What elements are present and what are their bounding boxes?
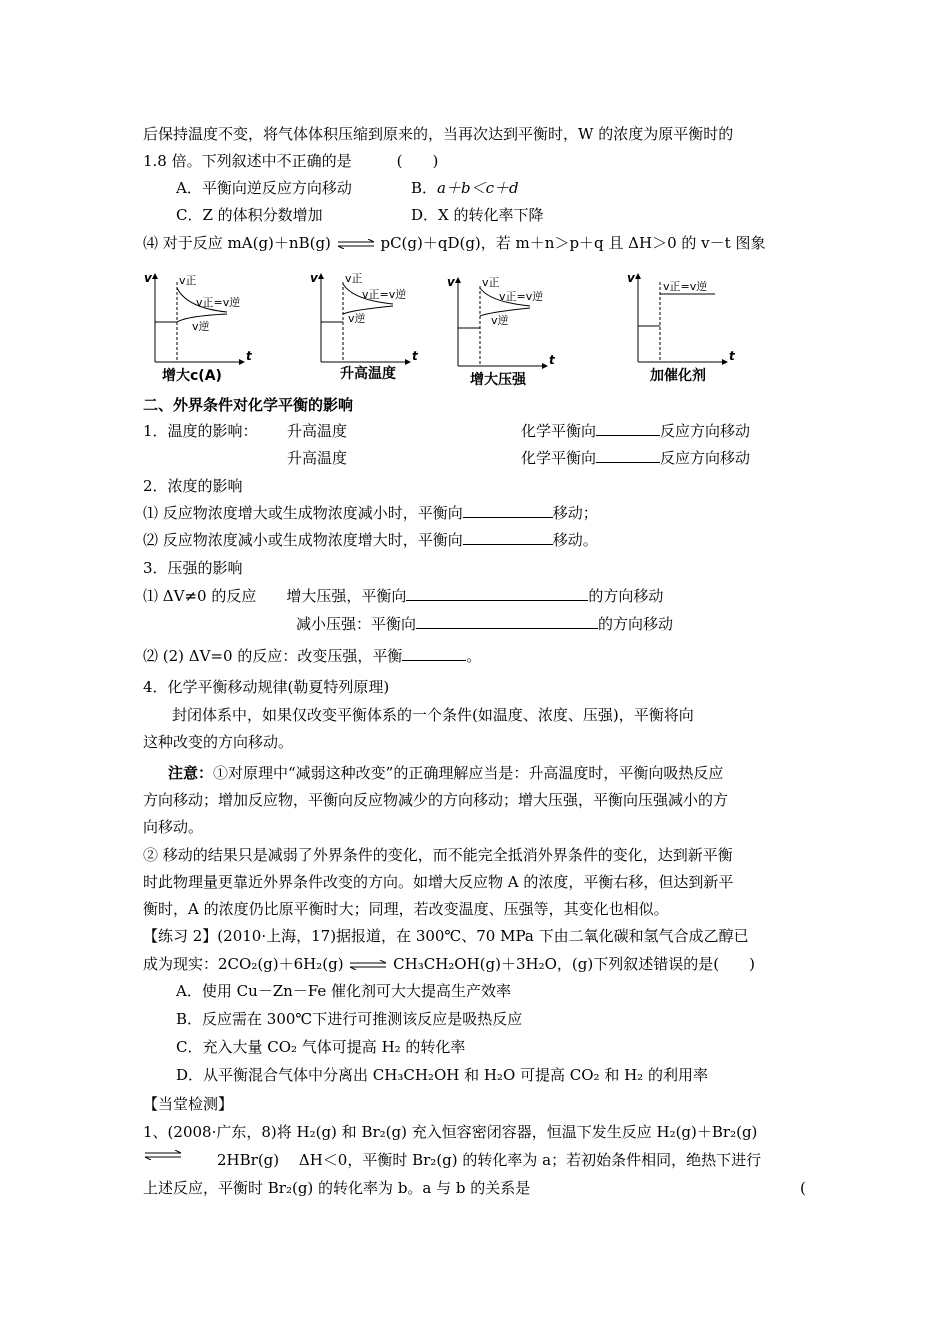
check-line3-paren: ( xyxy=(800,1179,806,1197)
caption-1: 增大c(A) xyxy=(162,368,222,384)
temp-row1: 化学平衡向 反应方向移动 xyxy=(521,422,751,440)
note-line3: 向移动。 xyxy=(143,818,204,836)
press-line1: ⑴ ΔV≠0 的反应 增大压强，平衡向 的方向移动 xyxy=(143,587,664,605)
blank[interactable] xyxy=(463,530,553,545)
graph-raise-temperature xyxy=(310,271,419,363)
svg-text:v正=v逆: v正=v逆 xyxy=(499,290,544,303)
note2-line1: ② 移动的结果只是减弱了外界条件的变化，而不能完全抵消外界条件的变化，达到新平衡 xyxy=(143,846,733,864)
temp-label: 1．温度的影响： xyxy=(143,422,258,440)
temp-row2-cond: 升高温度 xyxy=(287,449,348,467)
equilibrium-arrow-icon xyxy=(143,1150,183,1160)
conc-line1: ⑴ 反应物浓度增大或生成物浓度减小时，平衡向 移动； xyxy=(143,504,598,522)
graph-increase-pressure xyxy=(447,275,556,367)
caption-4: 加催化剂 xyxy=(650,368,706,384)
q3-option-c: C．Z 的体积分数增加 xyxy=(176,206,323,224)
rule-line1: 封闭体系中，如果仅改变平衡体系的一个条件(如温度、浓度、压强)，平衡将向 xyxy=(172,706,694,724)
blank[interactable] xyxy=(596,448,660,463)
conc-label: 2．浓度的影响 xyxy=(143,477,243,495)
svg-text:v: v xyxy=(447,275,455,289)
note2-line2: 时此物理量更靠近外界条件改变的方向。如增大反应物 A 的浓度，平衡右移，但达到新平 xyxy=(143,873,734,891)
equilibrium-arrow-icon xyxy=(336,239,376,249)
svg-text:v: v xyxy=(310,271,318,285)
press-label: 3．压强的影响 xyxy=(143,559,243,577)
blank[interactable] xyxy=(416,614,598,629)
blank[interactable] xyxy=(463,503,553,518)
graph-add-catalyst xyxy=(627,271,736,363)
q4-line: ⑷ 对于反应 mA(g)＋nB(g) pC(g)＋qD(g)，若 m＋n＞p＋q 且 ΔH＞0 的 v－t 图象 xyxy=(143,234,766,252)
practice2-option-a: A．使用 Cu－Zn－Fe 催化剂可大大提高生产效率 xyxy=(176,982,512,1000)
q3-option-d: D．X 的转化率下降 xyxy=(411,206,544,224)
svg-text:v正: v正 xyxy=(179,274,197,287)
q3-line2: 1.8 倍。下列叙述中不正确的是 ( ) xyxy=(143,152,439,170)
q3-option-a: A．平衡向逆反应方向移动 xyxy=(176,179,352,197)
q3-option-b: B．a＋b＜c＋d xyxy=(411,179,519,197)
check-line1: 1、(2008·广东，8)将 H₂(g) 和 Br₂(g) 充入恒容密闭容器，恒温下发生反应 H₂(g)＋Br₂(g) xyxy=(143,1123,758,1141)
note2-line3: 衡时，A 的浓度仍比原平衡时大；同理，若改变温度、压强等，其变化也相似。 xyxy=(143,900,669,918)
practice2-option-d: D．从平衡混合气体中分离出 CH₃CH₂OH 和 H₂O 可提高 CO₂ 和 H₂ 的利用率 xyxy=(176,1066,708,1084)
rule-line2: 这种改变的方向移动。 xyxy=(143,733,294,751)
conc-line2: ⑵ 反应物浓度减小或生成物浓度增大时，平衡向 移动。 xyxy=(143,531,598,549)
svg-text:v: v xyxy=(144,271,152,285)
svg-text:v: v xyxy=(627,271,635,285)
svg-text:v正=v逆: v正=v逆 xyxy=(362,288,407,301)
press-line2: 减小压强：平衡向 的方向移动 xyxy=(296,615,674,633)
practice2-line1: 【练习 2】(2010·上海，17)据报道，在 300℃、70 MPa 下由二氧化碳和氢气合成乙醇已 xyxy=(143,927,749,945)
svg-text:v正=v逆: v正=v逆 xyxy=(196,296,241,309)
svg-text:t: t xyxy=(549,353,555,367)
equilibrium-arrow-icon xyxy=(348,960,388,970)
note-line2: 方向移动；增加反应物，平衡向反应物减少的方向移动；增大压强，平衡向压强减小的方 xyxy=(143,791,729,809)
practice2-option-c: C．充入大量 CO₂ 气体可提高 H₂ 的转化率 xyxy=(176,1038,466,1056)
practice2-line2: 成为现实：2CO₂(g)＋6H₂(g) CH₃CH₂OH(g)＋3H₂O，(g)下列叙述错误的是( ) xyxy=(143,955,755,973)
section2-title: 二、外界条件对化学平衡的影响 xyxy=(143,396,354,414)
caption-3: 增大压强 xyxy=(470,372,526,388)
svg-text:v逆: v逆 xyxy=(192,320,210,333)
svg-text:v逆: v逆 xyxy=(491,314,509,327)
rule-label: 4．化学平衡移动规律(勒夏特列原理) xyxy=(143,678,390,696)
svg-text:v逆: v逆 xyxy=(348,312,366,325)
check-title: 【当堂检测】 xyxy=(143,1095,234,1113)
check-line2: 2HBr(g) ΔH＜0，平衡时 Br₂(g) 的转化率为 a；若初始条件相同，绝热下进行 xyxy=(217,1151,762,1169)
practice2-option-b: B．反应需在 300℃下进行可推测该反应是吸热反应 xyxy=(176,1010,523,1028)
svg-text:t: t xyxy=(729,349,735,363)
check-line3: 上述反应，平衡时 Br₂(g) 的转化率为 b。a 与 b 的关系是 xyxy=(143,1179,531,1197)
svg-text:v正=v逆: v正=v逆 xyxy=(663,280,708,293)
note-line1: 注意：①对原理中“减弱这种改变”的正确理解应当是：升高温度时，平衡向吸热反应 xyxy=(168,764,724,782)
svg-text:t: t xyxy=(246,349,252,363)
temp-row2: 化学平衡向 反应方向移动 xyxy=(521,449,751,467)
blank[interactable] xyxy=(402,646,466,661)
svg-text:v正: v正 xyxy=(482,276,500,289)
q3-line1: 后保持温度不变，将气体体积压缩到原来的，当再次达到平衡时，W 的浓度为原平衡时的 xyxy=(143,125,734,143)
temp-row1-cond: 升高温度 xyxy=(287,422,348,440)
svg-text:v正: v正 xyxy=(345,272,363,285)
blank[interactable] xyxy=(406,586,588,601)
vt-graphs xyxy=(140,268,780,388)
press-line3: ⑵ (2) ΔV=0 的反应：改变压强，平衡 。 xyxy=(143,647,482,665)
graph-increase-ca xyxy=(144,271,253,363)
blank[interactable] xyxy=(596,421,660,436)
svg-text:t: t xyxy=(412,349,418,363)
caption-2: 升高温度 xyxy=(340,366,396,382)
